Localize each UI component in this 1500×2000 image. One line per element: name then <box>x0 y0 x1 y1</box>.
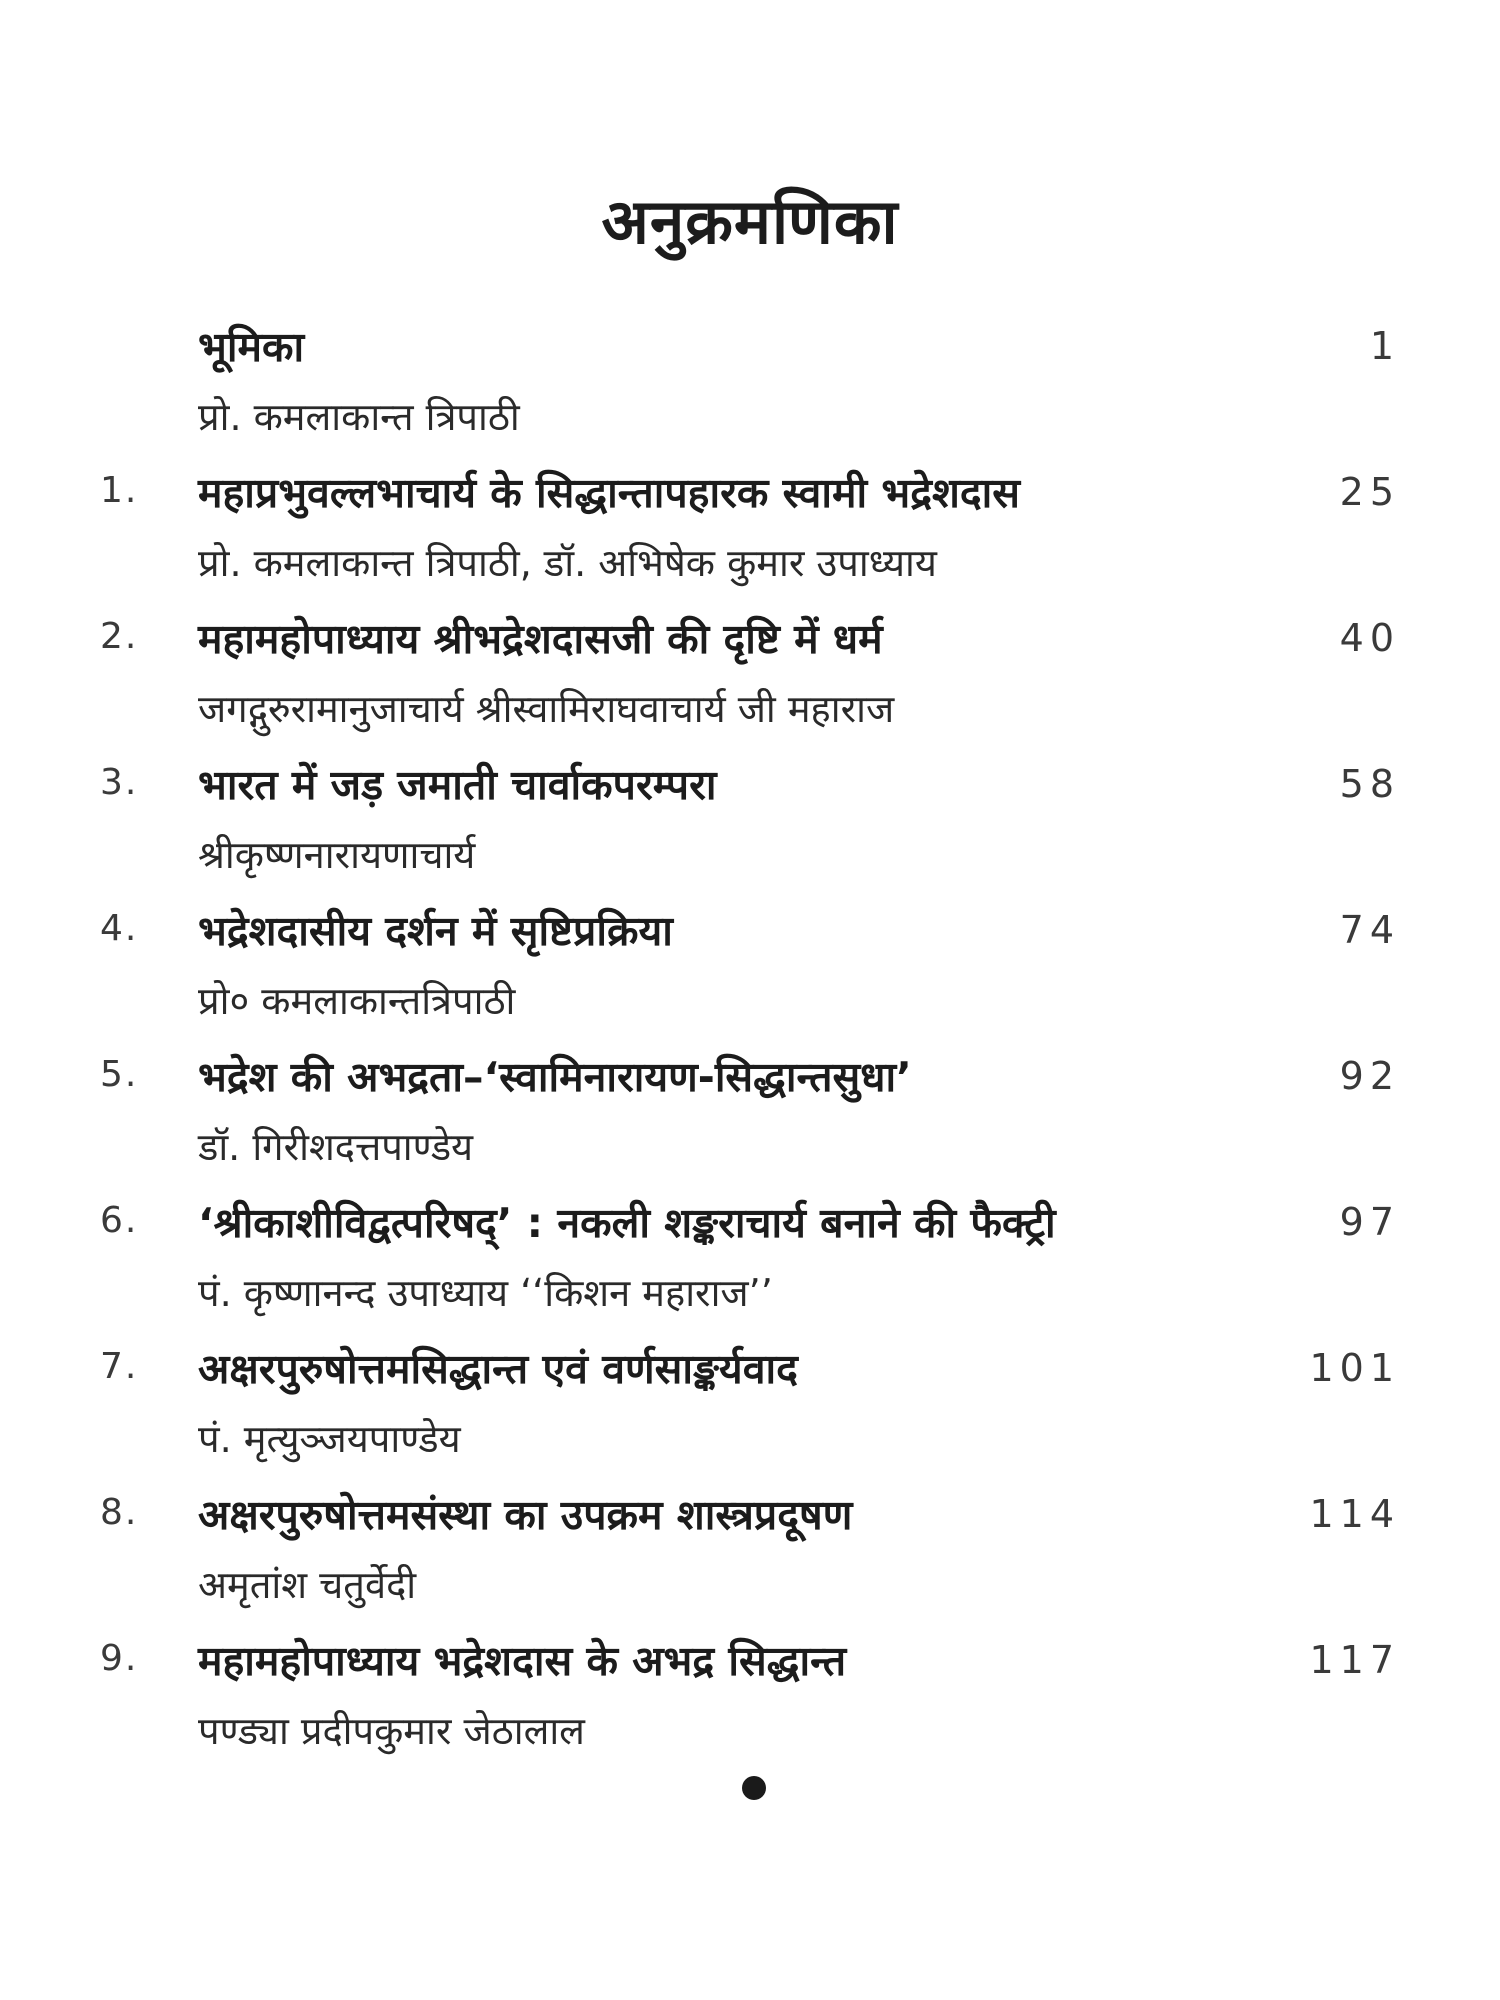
end-bullet-dot <box>742 1776 766 1800</box>
entry-number: 8. <box>100 1492 139 1533</box>
entry-number: 1. <box>100 470 139 511</box>
entry-number: 9. <box>100 1638 139 1679</box>
entry-page-number: 101 <box>1309 1346 1400 1390</box>
entry-author: श्रीकृष्णनारायणाचार्य <box>198 833 476 877</box>
entry-page-number: 114 <box>1309 1492 1400 1536</box>
toc-entry-preface <box>0 310 1500 456</box>
toc-entry-8 <box>0 1478 1500 1624</box>
entry-title: महाप्रभुवल्लभाचार्य के सिद्धान्तापहारक स्वामी भद्रेशदास <box>198 469 1020 517</box>
toc-entry-3 <box>0 748 1500 894</box>
toc-entry-9 <box>0 1624 1500 1770</box>
entry-page-number: 1 <box>1369 324 1400 368</box>
table-of-contents <box>0 310 1500 1770</box>
entry-title: ‘श्रीकाशीविद्वत्परिषद्’ : नकली शङ्कराचार्य बनाने की फैक्ट्री <box>198 1199 1056 1247</box>
entry-number: 3. <box>100 762 139 803</box>
entry-page-number: 74 <box>1339 908 1400 952</box>
entry-page-number: 40 <box>1339 616 1400 660</box>
entry-author: डॉ. गिरीशदत्तपाण्डेय <box>198 1125 474 1169</box>
entry-page-number: 117 <box>1309 1638 1400 1682</box>
entry-author: पण्ड्या प्रदीपकुमार जेठालाल <box>198 1709 585 1753</box>
entry-title: अक्षरपुरुषोत्तमसिद्धान्त एवं वर्णसाङ्कर्यवाद <box>198 1345 798 1393</box>
entry-title: महामहोपाध्याय भद्रेशदास के अभद्र सिद्धान्त <box>198 1637 847 1685</box>
entry-title: भारत में जड़ जमाती चार्वाकपरम्परा <box>198 761 717 809</box>
entry-author: जगद्गुरुरामानुजाचार्य श्रीस्वामिराघवाचार्य जी महाराज <box>198 687 895 731</box>
entry-author: प्रो. कमलाकान्त त्रिपाठी, डॉ. अभिषेक कुमार उपाध्याय <box>198 541 937 585</box>
toc-entry-5 <box>0 1040 1500 1186</box>
page-title: अनुक्रमणिका <box>601 185 899 258</box>
toc-entry-1 <box>0 456 1500 602</box>
entry-title: भद्रेशदासीय दर्शन में सृष्टिप्रक्रिया <box>198 907 673 955</box>
entry-author: पं. मृत्युञ्जयपाण्डेय <box>198 1417 461 1461</box>
entry-title: महामहोपाध्याय श्रीभद्रेशदासजी की दृष्टि में धर्म <box>198 615 883 663</box>
entry-page-number: 97 <box>1339 1200 1400 1244</box>
toc-entry-6 <box>0 1186 1500 1332</box>
entry-author: पं. कृष्णानन्द उपाध्याय ‘‘किशन महाराज’’ <box>198 1271 773 1315</box>
entry-number: 5. <box>100 1054 139 1095</box>
entry-number: 4. <box>100 908 139 949</box>
toc-entry-4 <box>0 894 1500 1040</box>
entry-author: प्रो. कमलाकान्त त्रिपाठी <box>198 395 520 439</box>
entry-author: अमृतांश चतुर्वेदी <box>198 1563 417 1607</box>
entry-number: 2. <box>100 616 139 657</box>
entry-title: भद्रेश की अभद्रता–‘स्वामिनारायण-सिद्धान्तसुधा’ <box>198 1053 912 1101</box>
entry-page-number: 25 <box>1339 470 1400 514</box>
entry-author: प्रो० कमलाकान्तत्रिपाठी <box>198 979 516 1023</box>
entry-number: 6. <box>100 1200 139 1241</box>
entry-number: 7. <box>100 1346 139 1387</box>
toc-entry-7 <box>0 1332 1500 1478</box>
entry-title: भूमिका <box>198 323 305 371</box>
entry-page-number: 58 <box>1339 762 1400 806</box>
entry-page-number: 92 <box>1339 1054 1400 1098</box>
entry-title: अक्षरपुरुषोत्तमसंस्था का उपक्रम शास्त्रप्रदूषण <box>198 1491 853 1539</box>
toc-entry-2 <box>0 602 1500 748</box>
